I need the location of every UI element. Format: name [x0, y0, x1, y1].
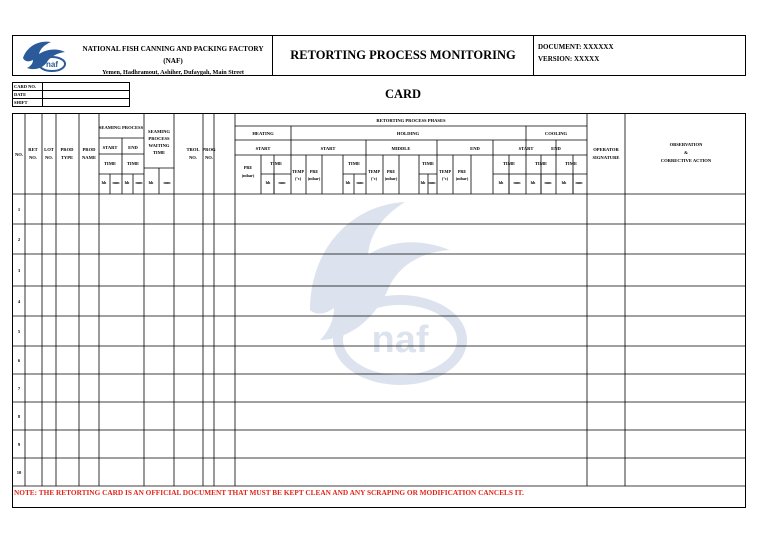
- holding-middle: MIDDLE: [391, 146, 411, 151]
- col-seaming-process: SEAMING PROCESS: [98, 125, 144, 130]
- cooling-start: START: [518, 146, 534, 151]
- date-label: DATE: [13, 91, 43, 99]
- hh-label: hh: [530, 180, 536, 185]
- monitoring-grid: [12, 113, 746, 508]
- col-operator-signature: SIGNATURE: [592, 155, 620, 160]
- mm-label: mm: [428, 180, 436, 185]
- heating-pre: (mbar): [241, 173, 255, 178]
- hh-label: hh: [345, 180, 351, 185]
- mm-label: mm: [112, 180, 120, 185]
- hh-label: hh: [561, 180, 567, 185]
- col-seaming-waiting: PROCESS: [148, 136, 170, 141]
- mm-label: mm: [356, 180, 364, 185]
- hh-label: hh: [101, 180, 107, 185]
- document-number: DOCUMENT: XXXXXX: [538, 43, 614, 51]
- holding-start-temp: TEMP: [291, 169, 305, 174]
- mm-label: mm: [575, 180, 583, 185]
- col-ret: RET: [28, 147, 38, 152]
- company-name: NATIONAL FISH CANNING AND PACKING FACTORY (NAF): [82, 45, 264, 65]
- col-ret: NO.: [28, 155, 38, 160]
- mm-label: mm: [513, 180, 521, 185]
- card-info-table: [12, 82, 130, 107]
- mm-label: mm: [278, 180, 286, 185]
- col-observation: CORRECTIVE ACTION: [660, 158, 712, 163]
- header-divider: [533, 36, 534, 75]
- row-number: 8: [17, 414, 21, 419]
- col-observation: &: [684, 150, 688, 155]
- col-prog: NO.: [204, 155, 214, 160]
- naf-logo: [17, 38, 73, 74]
- col-prod-name: NAME: [81, 155, 97, 160]
- holding-start: START: [320, 146, 336, 151]
- heating-time: TIME: [269, 161, 283, 166]
- seaming-end: END: [128, 145, 138, 150]
- holding-start-temp: (°c): [294, 176, 302, 181]
- hh-label: hh: [498, 180, 504, 185]
- col-seaming-waiting: SEAMING: [148, 129, 170, 134]
- holding-end-temp: TEMP: [438, 169, 452, 174]
- holding-end: END: [470, 146, 480, 151]
- watermark-text: naf: [371, 319, 429, 361]
- col-seaming-waiting: TIME: [152, 150, 166, 155]
- row-number: 5: [17, 329, 21, 334]
- col-prod-type: PROD: [60, 147, 74, 152]
- cooling-label: COOLING: [544, 131, 568, 136]
- company-block: [73, 43, 273, 79]
- heating-start: START: [255, 146, 271, 151]
- grid-lines: [13, 114, 746, 508]
- holding-middle-time: TIME: [421, 161, 435, 166]
- row-number: 10: [16, 470, 22, 475]
- col-prod-name: PROD: [82, 147, 96, 152]
- col-lot: LOT: [44, 147, 54, 152]
- card-no-label: CARD NO.: [13, 83, 43, 91]
- logo-text: naf: [46, 60, 58, 69]
- row-number: 9: [17, 442, 21, 447]
- row-number: 3: [17, 268, 21, 273]
- holding-start-pre: (mbar): [307, 176, 321, 181]
- shift-field[interactable]: [43, 99, 130, 107]
- col-prog: PROG: [202, 147, 216, 152]
- holding-middle-pre: PRE: [386, 169, 396, 174]
- holding-start-time: TIME: [347, 161, 361, 166]
- holding-middle-temp: TEMP: [367, 169, 381, 174]
- cooling-end: END: [551, 146, 561, 151]
- cooling-end-time: TIME: [564, 161, 578, 166]
- col-observation: OBSERVATION: [669, 142, 703, 147]
- mm-label: mm: [135, 180, 143, 185]
- retorting-phases-label: RETORTING PROCESS PHASES: [376, 118, 446, 123]
- document-meta: [538, 41, 614, 65]
- col-operator-signature: OPERATOR: [593, 147, 619, 152]
- page-title: RETORTING PROCESS MONITORING CARD: [290, 48, 516, 101]
- cooling-start-time: TIME: [534, 161, 548, 166]
- hh-label: hh: [124, 180, 130, 185]
- shift-label: SHIFT: [13, 99, 43, 107]
- card-no-field[interactable]: [43, 83, 130, 91]
- holding-end-temp: (°c): [441, 176, 449, 181]
- company-address: Yemen, Hadhramout, Ashiher, Dufaygah, Main Street: [102, 69, 244, 76]
- col-lot: NO.: [44, 155, 54, 160]
- holding-start-pre: PRE: [309, 169, 319, 174]
- col-trol: TROL: [186, 147, 200, 152]
- holding-end-pre: (mbar): [455, 176, 469, 181]
- hh-label: hh: [265, 180, 271, 185]
- hh-label: hh: [148, 180, 154, 185]
- hh-label: hh: [420, 180, 426, 185]
- seaming-start-time: TIME: [103, 161, 117, 166]
- row-number: 2: [17, 237, 21, 242]
- holding-label: HOLDING: [396, 131, 420, 136]
- col-trol: NO.: [188, 155, 198, 160]
- row-number: 1: [17, 207, 21, 212]
- seaming-end-time: TIME: [126, 161, 140, 166]
- holding-end-pre: PRE: [457, 169, 467, 174]
- document-version: VERSION: XXXXX: [538, 55, 600, 63]
- seaming-start: START: [102, 145, 118, 150]
- col-no: NO.: [14, 152, 24, 157]
- row-number: 6: [17, 358, 21, 363]
- heating-label: HEATING: [252, 131, 274, 136]
- holding-end-time: TIME: [502, 161, 516, 166]
- row-number: 7: [17, 386, 21, 391]
- col-seaming-waiting: WAITING: [148, 143, 170, 148]
- footer-note: NOTE: THE RETORTING CARD IS AN OFFICIAL DOCUMENT THAT MUST BE KEPT CLEAN AND ANY SCRAPING OR MODIFICATION CANCELS IT.: [14, 488, 524, 497]
- heating-pre: PRE: [243, 165, 253, 170]
- holding-middle-pre: (mbar): [384, 176, 398, 181]
- col-prod-type: TYPE: [60, 155, 74, 160]
- mm-label: mm: [163, 180, 171, 185]
- row-number: 4: [17, 299, 21, 304]
- mm-label: mm: [544, 180, 552, 185]
- holding-middle-temp: (°c): [370, 176, 378, 181]
- date-field[interactable]: [43, 91, 130, 99]
